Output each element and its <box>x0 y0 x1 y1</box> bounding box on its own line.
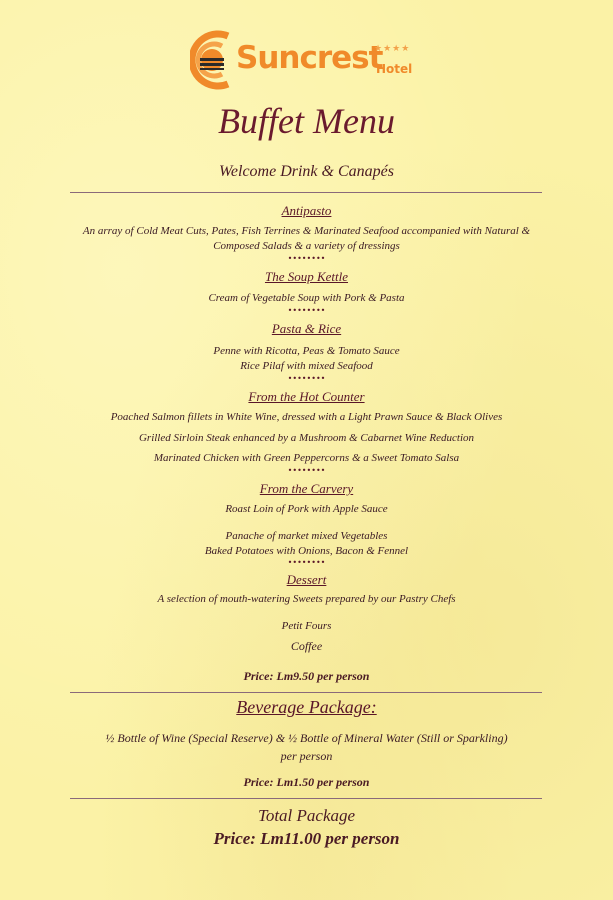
menu-item: Petit Fours <box>281 620 332 632</box>
menu-item: Composed Salads & a variety of dressings <box>213 240 400 252</box>
separator-dots: •••••••• <box>287 254 326 263</box>
menu-item: Roast Loin of Pork with Apple Sauce <box>225 503 388 515</box>
total-heading: Total Package <box>257 806 356 825</box>
menu-item: Poached Salmon fillets in White Wine, dressed with a Light Prawn Sauce & Black Olives <box>110 411 503 423</box>
menu-price: Price: Lm9.50 per person <box>243 669 370 683</box>
menu-item: A selection of mouth-watering Sweets prepared by our Pastry Chefs <box>157 593 456 605</box>
menu-item: Coffee <box>290 639 323 653</box>
divider <box>70 192 542 193</box>
beverage-heading: Beverage Package: <box>236 697 377 717</box>
beverage-price: Price: Lm1.50 per person <box>243 775 370 789</box>
hotel-logo <box>190 26 430 98</box>
logo-wordmark: Suncrest <box>236 40 383 76</box>
section-heading-dessert: Dessert <box>286 572 327 587</box>
divider <box>70 798 542 799</box>
section-heading-carvery: From the Carvery <box>259 481 354 496</box>
beverage-item: per person <box>280 749 333 763</box>
divider <box>70 692 542 693</box>
section-heading-soup: The Soup Kettle <box>264 269 349 284</box>
section-heading-hot-counter: From the Hot Counter <box>248 389 365 404</box>
menu-item: Grilled Sirloin Steak enhanced by a Mushroom & Cabarnet Wine Reduction <box>138 432 475 444</box>
total-price: Price: Lm11.00 per person <box>213 829 400 848</box>
menu-item: Marinated Chicken with Green Peppercorns & a Sweet Tomato Salsa <box>153 452 460 464</box>
separator-dots: •••••••• <box>287 374 326 383</box>
section-heading-antipasto: Antipasto <box>281 203 332 218</box>
menu-item: Panache of market mixed Vegetables <box>225 530 388 542</box>
sun-icon <box>190 26 234 94</box>
page-title: Buffet Menu <box>218 101 395 141</box>
separator-dots: •••••••• <box>287 558 326 567</box>
welcome-line: Welcome Drink & Canapés <box>219 163 394 180</box>
menu-item: Baked Potatoes with Onions, Bacon & Fennel <box>204 545 409 557</box>
logo-stars: ★★★★ <box>374 44 411 54</box>
section-heading-pasta: Pasta & Rice <box>271 321 342 336</box>
menu-item: An array of Cold Meat Cuts, Pates, Fish Terrines & Marinated Seafood accompanied with Natural & <box>82 225 531 237</box>
separator-dots: •••••••• <box>287 306 326 315</box>
menu-item: Rice Pilaf with mixed Seafood <box>240 360 373 372</box>
logo-subtitle: Hotel <box>376 62 413 76</box>
menu-item: Penne with Ricotta, Peas & Tomato Sauce <box>213 345 400 357</box>
beverage-item: ½ Bottle of Wine (Special Reserve) & ½ Bottle of Mineral Water (Still or Sparkling) <box>105 731 508 745</box>
menu-item: Cream of Vegetable Soup with Pork & Pasta <box>208 292 405 304</box>
separator-dots: •••••••• <box>287 466 326 475</box>
